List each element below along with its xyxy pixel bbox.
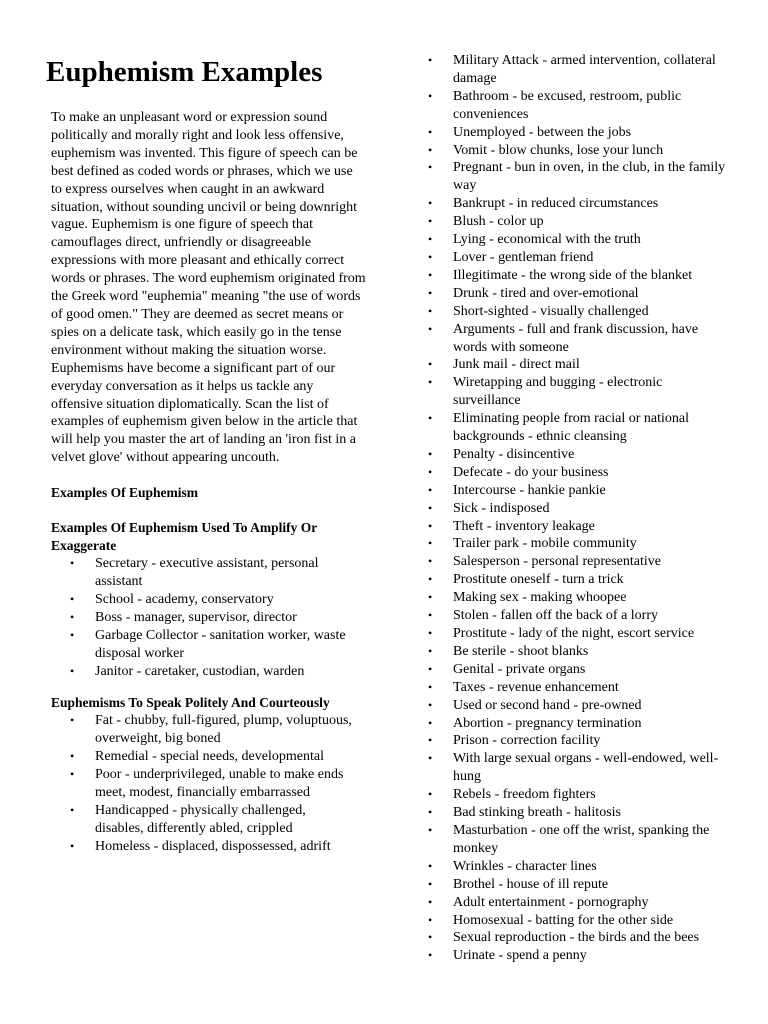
bullet-icon: •: [428, 518, 433, 533]
list-item: [428, 822, 728, 858]
list-item: [428, 213, 728, 231]
bullet-icon: •: [70, 627, 75, 642]
list-item: [428, 88, 728, 124]
list-item: [70, 712, 356, 748]
list-item: [428, 410, 728, 446]
list-item-text: Lying - economical with the truth: [453, 232, 641, 248]
list-item: [428, 142, 728, 160]
list-item: [70, 766, 356, 802]
list-item-text: Abortion - pregnancy termination: [453, 715, 642, 731]
list-item: [428, 732, 728, 750]
list-item: [70, 609, 356, 627]
list-item-text: Be sterile - shoot blanks: [453, 643, 589, 659]
list-item: [428, 374, 728, 410]
list-item-text: Junk mail - direct mail: [453, 357, 580, 373]
bullet-icon: •: [428, 214, 433, 229]
list-item-text: Janitor - caretaker, custodian, warden: [95, 663, 305, 679]
bullet-icon: •: [428, 536, 433, 551]
bullet-icon: •: [428, 912, 433, 927]
list-item: [70, 555, 356, 591]
list-item: [428, 267, 728, 285]
list-item-text: Theft - inventory leakage: [453, 518, 595, 534]
list-item-text: Drunk - tired and over-emotional: [453, 285, 639, 301]
list-item: [428, 679, 728, 697]
list-item: [428, 249, 728, 267]
list-item: [428, 804, 728, 822]
list-item-text: Wrinkles - character lines: [453, 858, 597, 874]
bullet-icon: •: [428, 482, 433, 497]
polite-heading: Euphemisms To Speak Politely And Courteously: [51, 695, 330, 711]
list-item-text: Wiretapping and bugging - electronic surveillance: [453, 375, 663, 409]
left-column: [46, 52, 364, 856]
bullet-icon: •: [428, 88, 433, 103]
bullet-icon: •: [428, 357, 433, 372]
bullet-icon: •: [428, 411, 433, 426]
bullet-icon: •: [428, 787, 433, 802]
list-item-text: Sexual reproduction - the birds and the bees: [453, 930, 700, 946]
list-item-text: Blush - color up: [453, 214, 544, 230]
bullet-icon: •: [70, 663, 75, 678]
list-item-text: Prostitute - lady of the night, escort service: [453, 626, 695, 641]
list-item-text: Bad stinking breath - halitosis: [453, 805, 621, 821]
bullet-icon: •: [428, 375, 433, 390]
list-item-text: Homeless - displaced, dispossessed, adrift: [95, 838, 331, 854]
list-item-text: Pregnant - bun in oven, in the club, in the family way: [453, 160, 726, 194]
list-item: [428, 607, 728, 625]
examples-heading: Examples Of Euphemism: [51, 485, 199, 501]
list-item-text: Sick - indisposed: [453, 500, 550, 516]
bullet-icon: •: [428, 608, 433, 623]
list-item: [428, 661, 728, 679]
bullet-icon: •: [428, 142, 433, 157]
list-item: [428, 894, 728, 912]
list-item-text: Eliminating people from racial or national backgrounds - ethnic cleansing: [453, 411, 689, 445]
list-item: [70, 802, 356, 838]
list-item: [428, 858, 728, 876]
bullet-icon: •: [428, 267, 433, 282]
list-item: [428, 589, 728, 607]
list-item-text: Stolen - fallen off the back of a lorry: [453, 608, 659, 624]
list-item-text: Bathroom - be excused, restroom, public conveniences: [453, 88, 682, 122]
bullet-icon: •: [428, 196, 433, 211]
list-item: [428, 285, 728, 303]
list-item-text: Poor - underprivileged, unable to make ends meet, modest, financially embarrassed: [95, 767, 344, 801]
bullet-icon: •: [428, 822, 433, 837]
list-item: [70, 838, 356, 856]
list-item-text: Urinate - spend a penny: [453, 948, 587, 964]
list-item-text: Prostitute oneself - turn a trick: [453, 572, 624, 588]
list-item-text: Homosexual - batting for the other side: [453, 912, 674, 928]
bullet-icon: •: [70, 609, 75, 624]
bullet-icon: •: [428, 715, 433, 730]
list-item: [428, 482, 728, 500]
bullet-icon: •: [428, 249, 433, 264]
list-item: [428, 912, 728, 930]
list-item-text: Trailer park - mobile community: [453, 536, 637, 552]
bullet-icon: •: [428, 232, 433, 247]
list-item: [428, 52, 728, 88]
list-item: [428, 643, 728, 661]
list-item: [428, 303, 728, 321]
bullet-icon: •: [428, 572, 433, 587]
list-item-text: Lover - gentleman friend: [453, 249, 594, 265]
list-item: [428, 697, 728, 715]
list-item: [428, 231, 728, 249]
bullet-icon: •: [428, 554, 433, 569]
list-item-text: Salesperson - personal representative: [453, 554, 661, 570]
list-item-text: Defecate - do your business: [453, 464, 609, 480]
list-item-text: Penalty - disincentive: [453, 446, 575, 462]
list-item-text: Illegitimate - the wrong side of the blanket: [453, 267, 693, 283]
list-item: [428, 947, 728, 965]
list-item: [70, 748, 356, 766]
list-item-text: Taxes - revenue enhancement: [453, 679, 619, 695]
list-item-text: Vomit - blow chunks, lose your lunch: [453, 142, 664, 158]
list-item: [428, 535, 728, 553]
right-column: [428, 52, 728, 965]
intro-paragraph: To make an unpleasant word or expression sound politically and morally right and look less offensive, euphemism was invented. This figure of speech can be best defined as coded words or phrases, which we use to express ourselves when caught in an awkward situation, without sounding uncivil or being downright vague. Euphemism is one figure of speech that camouflages direct, unfriendly or disagreeable expressions with more pleasant and ethically correct words or phrases. The word euphemism originated from the Greek word "euphemia" meaning "the use of words of good omen." They are deemed as secret means or spies on a delicate task, which easily go in the tense environment without making the situation worse. Euphemisms have become a significant part of our everyday conversation as it helps us tackle any offensive situation diplomatically. Scan the list of examples of euphemism given below in the article that will help you master the art of landing an 'iron fist in a velvet glove' without appearing uncouth.: [51, 110, 366, 466]
bullet-icon: •: [428, 160, 433, 175]
bullet-icon: •: [428, 303, 433, 318]
list-item-text: Short-sighted - visually challenged: [453, 303, 649, 319]
list-item-text: Adult entertainment - pornography: [453, 894, 649, 910]
bullet-icon: •: [428, 805, 433, 820]
bullet-icon: •: [70, 749, 75, 764]
list-item: [428, 195, 728, 213]
bullet-icon: •: [428, 697, 433, 712]
bullet-icon: •: [70, 838, 75, 853]
list-item: [428, 750, 728, 786]
list-item-text: Handicapped - physically challenged, disables, differently abled, crippled: [95, 803, 306, 836]
list-item: [428, 929, 728, 947]
list-item-text: Used or second hand - pre-owned: [453, 697, 642, 713]
bullet-icon: •: [70, 803, 75, 817]
list-item-text: Brothel - house of ill repute: [453, 876, 609, 892]
list-item-text: With large sexual organs - well-endowed, well-hung: [453, 751, 719, 785]
page-title: Euphemism Examples: [46, 56, 323, 88]
bullet-icon: •: [428, 500, 433, 515]
list-item: [428, 464, 728, 482]
bullet-icon: •: [70, 556, 75, 571]
list-item: [428, 786, 728, 804]
list-item-text: Secretary - executive assistant, personal assistant: [95, 556, 319, 590]
bullet-icon: •: [428, 626, 433, 640]
bullet-icon: •: [70, 767, 75, 782]
list-item-text: Arguments - full and frank discussion, have words with someone: [453, 321, 699, 355]
amplify-heading: Examples Of Euphemism Used To Amplify Or Exaggerate: [51, 520, 318, 554]
bullet-icon: •: [428, 285, 433, 300]
bullet-icon: •: [428, 679, 433, 694]
list-item: [428, 321, 728, 357]
list-item-text: Making sex - making whoopee: [453, 590, 627, 606]
amplify-list: [70, 555, 356, 680]
list-item: [428, 446, 728, 464]
list-item: [428, 356, 728, 374]
list-item-text: Bankrupt - in reduced circumstances: [453, 196, 659, 212]
bullet-icon: •: [428, 53, 433, 67]
list-item-text: Genital - private organs: [453, 661, 586, 677]
bullet-icon: •: [428, 894, 433, 909]
bullet-icon: •: [428, 876, 433, 891]
bullet-icon: •: [428, 930, 433, 945]
bullet-icon: •: [428, 858, 433, 873]
list-item: [428, 159, 728, 195]
list-item: [70, 663, 356, 681]
list-item-text: Military Attack - armed intervention, collateral damage: [453, 53, 716, 86]
list-item: [428, 518, 728, 536]
list-item: [428, 625, 728, 643]
list-item-text: Remedial - special needs, developmental: [95, 749, 324, 765]
list-item: [428, 500, 728, 518]
list-item: [70, 591, 356, 609]
list-item-text: Unemployed - between the jobs: [453, 124, 632, 140]
bullet-icon: •: [428, 446, 433, 461]
list-item-text: Prison - correction facility: [453, 733, 601, 749]
list-item: [428, 553, 728, 571]
bullet-icon: •: [428, 751, 433, 766]
bullet-icon: •: [428, 590, 433, 605]
bullet-icon: •: [70, 713, 75, 728]
bullet-icon: •: [428, 661, 433, 676]
list-item: [428, 124, 728, 142]
bullet-icon: •: [428, 124, 433, 139]
list-item-text: Rebels - freedom fighters: [453, 787, 596, 803]
bullet-icon: •: [428, 464, 433, 479]
list-item: [428, 715, 728, 733]
bullet-icon: •: [428, 321, 433, 336]
list-item-text: Fat - chubby, full-figured, plump, voluptuous, overweight, big boned: [95, 713, 352, 747]
list-item: [428, 571, 728, 589]
euphemism-list: [428, 52, 728, 965]
bullet-icon: •: [428, 643, 433, 658]
bullet-icon: •: [428, 733, 433, 748]
list-item-text: Boss - manager, supervisor, director: [95, 609, 297, 625]
list-item-text: School - academy, conservatory: [95, 591, 274, 607]
polite-list: [70, 712, 356, 855]
list-item: [70, 627, 356, 663]
bullet-icon: •: [70, 591, 75, 606]
list-item-text: Masturbation - one off the wrist, spanking the monkey: [453, 822, 710, 856]
list-item-text: Intercourse - hankie pankie: [453, 482, 606, 498]
list-item: [428, 876, 728, 894]
bullet-icon: •: [428, 948, 433, 963]
list-item-text: Garbage Collector - sanitation worker, waste disposal worker: [95, 627, 346, 661]
